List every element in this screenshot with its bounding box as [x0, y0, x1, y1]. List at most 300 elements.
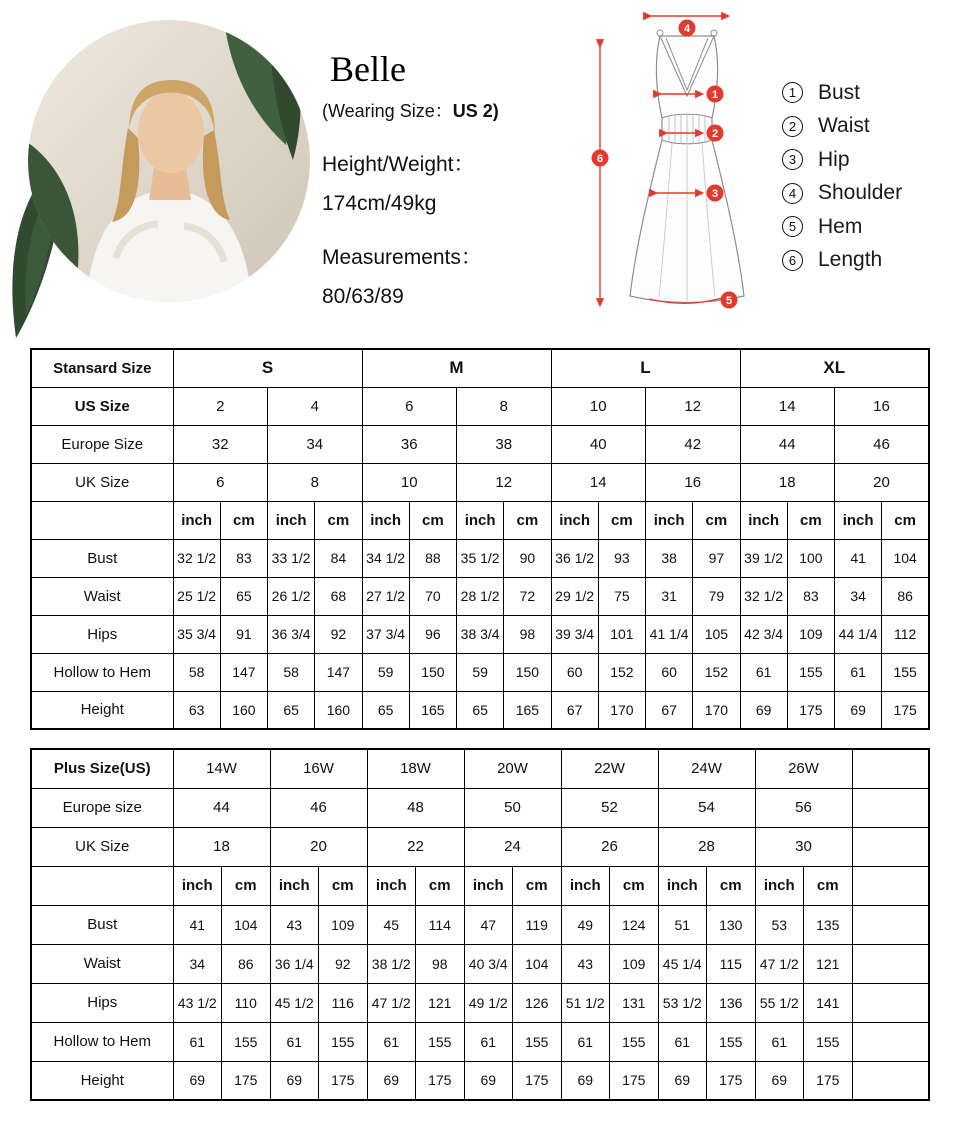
measure-value: 58 — [268, 653, 315, 691]
table-row — [31, 387, 929, 425]
unit-header: cm — [882, 501, 929, 539]
empty-cell — [852, 983, 929, 1022]
measure-value: 175 — [882, 691, 929, 729]
measure-value: 90 — [504, 539, 551, 577]
measure-value: 136 — [707, 983, 756, 1022]
europe-size-value: 34 — [268, 425, 363, 463]
table-row — [31, 905, 929, 944]
unit-header: inch — [268, 501, 315, 539]
empty-cell — [31, 501, 173, 539]
us-size-value: 2 — [173, 387, 268, 425]
legend-number-icon: 5 — [782, 216, 803, 237]
legend-label: Shoulder — [818, 181, 903, 205]
standard-size-table — [30, 348, 930, 730]
svg-text:4: 4 — [683, 23, 691, 35]
table-row — [31, 983, 929, 1022]
uk-size-value: 20 — [835, 463, 930, 501]
measure-value: 96 — [409, 615, 456, 653]
unit-header: cm — [610, 866, 659, 905]
uk-size-value: 14 — [551, 463, 646, 501]
measure-value: 165 — [504, 691, 551, 729]
table-row — [31, 866, 929, 905]
measure-value: 165 — [409, 691, 456, 729]
measure-value: 49 — [561, 905, 610, 944]
uk-size-value: 10 — [362, 463, 457, 501]
measure-value: 69 — [755, 1061, 804, 1100]
us-size-value: 10 — [551, 387, 646, 425]
svg-text:1: 1 — [711, 89, 719, 101]
measure-value: 69 — [835, 691, 882, 729]
measure-value: 69 — [270, 1061, 319, 1100]
uk-size-value: 30 — [755, 827, 852, 866]
europe-size-value: 40 — [551, 425, 646, 463]
legend-number-icon: 1 — [782, 82, 803, 103]
measure-value: 170 — [598, 691, 645, 729]
row-label: Hips — [31, 615, 173, 653]
measure-value: 69 — [173, 1061, 222, 1100]
measure-value: 25 1/2 — [173, 577, 220, 615]
unit-header: inch — [457, 501, 504, 539]
size-header: 14W — [173, 749, 270, 788]
measure-value: 34 1/2 — [362, 539, 409, 577]
dress-sketch-svg — [574, 6, 759, 311]
unit-header: inch — [740, 501, 787, 539]
europe-size-value: 56 — [755, 788, 852, 827]
europe-size-value: 48 — [367, 788, 464, 827]
measure-value: 36 3/4 — [268, 615, 315, 653]
unit-header: cm — [504, 501, 551, 539]
legend-item-waist — [782, 110, 902, 144]
measure-value: 109 — [319, 905, 368, 944]
measure-value: 69 — [561, 1061, 610, 1100]
unit-header: inch — [173, 866, 222, 905]
measure-value: 38 — [646, 539, 693, 577]
measure-value: 69 — [658, 1061, 707, 1100]
wearing-size — [322, 97, 532, 123]
model-photo — [28, 20, 310, 302]
measure-value: 83 — [787, 577, 834, 615]
marker-hem — [721, 292, 738, 309]
measurements-label: Measurements： — [322, 246, 482, 269]
empty-cell — [852, 905, 929, 944]
marker-bust — [707, 86, 724, 103]
unit-header: cm — [787, 501, 834, 539]
measure-value: 155 — [319, 1022, 368, 1061]
wearing-size-prefix: (Wearing Size： — [322, 101, 453, 121]
measure-value: 91 — [220, 615, 267, 653]
measure-value: 36 1/2 — [551, 539, 598, 577]
measure-value: 88 — [409, 539, 456, 577]
measurement-legend — [782, 76, 902, 277]
table-row — [31, 691, 929, 729]
measure-value: 45 1/2 — [270, 983, 319, 1022]
legend-number-icon: 2 — [782, 116, 803, 137]
measure-value: 160 — [220, 691, 267, 729]
legend-label: Hem — [818, 214, 863, 238]
measure-value: 70 — [409, 577, 456, 615]
measure-value: 155 — [610, 1022, 659, 1061]
measure-value: 61 — [173, 1022, 222, 1061]
measure-value: 101 — [598, 615, 645, 653]
unit-header: inch — [362, 501, 409, 539]
measure-value: 175 — [222, 1061, 271, 1100]
measure-value: 47 1/2 — [367, 983, 416, 1022]
measure-value: 42 3/4 — [740, 615, 787, 653]
measure-value: 36 1/4 — [270, 944, 319, 983]
measure-value: 160 — [315, 691, 362, 729]
measure-value: 43 — [561, 944, 610, 983]
model-photo-image — [28, 20, 310, 302]
row-label: US Size — [31, 387, 173, 425]
empty-cell — [852, 788, 929, 827]
model-info — [322, 48, 532, 309]
dress-diagram — [574, 6, 759, 316]
measure-value: 39 3/4 — [551, 615, 598, 653]
table-row — [31, 749, 929, 788]
measure-value: 35 3/4 — [173, 615, 220, 653]
uk-size-value: 24 — [464, 827, 561, 866]
unit-header: inch — [464, 866, 513, 905]
europe-size-value: 44 — [740, 425, 835, 463]
measure-value: 28 1/2 — [457, 577, 504, 615]
measure-value: 130 — [707, 905, 756, 944]
marker-waist — [707, 125, 724, 142]
uk-size-value: 22 — [367, 827, 464, 866]
measure-value: 37 3/4 — [362, 615, 409, 653]
measure-value: 51 — [658, 905, 707, 944]
unit-header: inch — [658, 866, 707, 905]
measure-value: 61 — [740, 653, 787, 691]
legend-item-shoulder — [782, 177, 902, 211]
measure-value: 45 1/4 — [658, 944, 707, 983]
europe-size-value: 44 — [173, 788, 270, 827]
model-info-section — [0, 0, 960, 344]
europe-size-value: 38 — [457, 425, 552, 463]
unit-header: inch — [755, 866, 804, 905]
svg-text:2: 2 — [711, 128, 719, 140]
measure-value: 155 — [513, 1022, 562, 1061]
unit-header: inch — [561, 866, 610, 905]
height-weight-value: 174cm/49kg — [322, 192, 437, 215]
measure-value: 155 — [787, 653, 834, 691]
measure-value: 116 — [319, 983, 368, 1022]
europe-size-value: 50 — [464, 788, 561, 827]
measure-value: 61 — [561, 1022, 610, 1061]
table-row — [31, 653, 929, 691]
uk-size-value: 28 — [658, 827, 755, 866]
row-label: Waist — [31, 577, 173, 615]
size-header: 20W — [464, 749, 561, 788]
measure-value: 98 — [416, 944, 465, 983]
measure-value: 155 — [707, 1022, 756, 1061]
measure-value: 115 — [707, 944, 756, 983]
row-label: Height — [31, 1061, 173, 1100]
measure-value: 104 — [882, 539, 929, 577]
measure-value: 114 — [416, 905, 465, 944]
uk-size-value: 6 — [173, 463, 268, 501]
marker-length — [592, 150, 609, 167]
legend-number-icon: 3 — [782, 149, 803, 170]
unit-header: cm — [707, 866, 756, 905]
legend-label: Length — [818, 248, 883, 272]
measure-value: 112 — [882, 615, 929, 653]
table-row — [31, 425, 929, 463]
row-label: Bust — [31, 905, 173, 944]
unit-header: inch — [367, 866, 416, 905]
measure-value: 60 — [646, 653, 693, 691]
measure-value: 155 — [222, 1022, 271, 1061]
unit-header: inch — [551, 501, 598, 539]
measure-value: 33 1/2 — [268, 539, 315, 577]
size-header: 26W — [755, 749, 852, 788]
size-header: 22W — [561, 749, 658, 788]
measure-value: 175 — [416, 1061, 465, 1100]
table-row — [31, 539, 929, 577]
measure-value: 55 1/2 — [755, 983, 804, 1022]
legend-label: Hip — [818, 147, 850, 171]
measure-value: 72 — [504, 577, 551, 615]
measure-value: 92 — [319, 944, 368, 983]
measure-value: 61 — [658, 1022, 707, 1061]
europe-size-value: 52 — [561, 788, 658, 827]
table-row — [31, 501, 929, 539]
table-row — [31, 827, 929, 866]
row-label: Hollow to Hem — [31, 1022, 173, 1061]
uk-size-value: 26 — [561, 827, 658, 866]
row-label: Hips — [31, 983, 173, 1022]
measure-value: 43 1/2 — [173, 983, 222, 1022]
measure-value: 67 — [646, 691, 693, 729]
measure-value: 51 1/2 — [561, 983, 610, 1022]
unit-header: cm — [315, 501, 362, 539]
measure-value: 141 — [804, 983, 853, 1022]
measure-value: 45 — [367, 905, 416, 944]
marker-hip — [707, 185, 724, 202]
measure-value: 61 — [464, 1022, 513, 1061]
measure-value: 41 — [173, 905, 222, 944]
unit-header: cm — [409, 501, 456, 539]
measure-value: 109 — [787, 615, 834, 653]
measure-value: 34 — [173, 944, 222, 983]
row-label: UK Size — [31, 827, 173, 866]
empty-cell — [852, 827, 929, 866]
measure-value: 40 3/4 — [464, 944, 513, 983]
empty-cell — [852, 944, 929, 983]
legend-item-length — [782, 244, 902, 278]
measure-value: 150 — [504, 653, 551, 691]
height-weight-label: Height/Weight： — [322, 153, 475, 176]
measure-value: 155 — [804, 1022, 853, 1061]
measure-value: 65 — [362, 691, 409, 729]
uk-size-value: 20 — [270, 827, 367, 866]
row-label: Europe Size — [31, 425, 173, 463]
empty-cell — [852, 749, 929, 788]
uk-size-value: 18 — [740, 463, 835, 501]
svg-text:5: 5 — [725, 295, 733, 307]
legend-number-icon: 6 — [782, 250, 803, 271]
measure-value: 75 — [598, 577, 645, 615]
row-label: Bust — [31, 539, 173, 577]
measure-value: 29 1/2 — [551, 577, 598, 615]
us-size-value: 4 — [268, 387, 363, 425]
svg-text:3: 3 — [711, 188, 719, 200]
us-size-value: 14 — [740, 387, 835, 425]
size-header: S — [173, 349, 362, 387]
europe-size-value: 46 — [270, 788, 367, 827]
measure-value: 53 — [755, 905, 804, 944]
measure-value: 65 — [457, 691, 504, 729]
measure-value: 65 — [268, 691, 315, 729]
measure-value: 92 — [315, 615, 362, 653]
europe-size-value: 36 — [362, 425, 457, 463]
europe-size-value: 32 — [173, 425, 268, 463]
measure-value: 105 — [693, 615, 740, 653]
row-label: Hollow to Hem — [31, 653, 173, 691]
measure-value: 135 — [804, 905, 853, 944]
legend-item-hem — [782, 210, 902, 244]
measure-value: 61 — [835, 653, 882, 691]
size-header: XL — [740, 349, 929, 387]
table-row — [31, 1061, 929, 1100]
europe-size-value: 46 — [835, 425, 930, 463]
wearing-size-value: US 2) — [452, 101, 499, 121]
table-row — [31, 349, 929, 387]
measure-value: 147 — [315, 653, 362, 691]
uk-size-value: 16 — [646, 463, 741, 501]
measure-value: 68 — [315, 577, 362, 615]
measure-value: 110 — [222, 983, 271, 1022]
measure-value: 32 1/2 — [740, 577, 787, 615]
legend-label: Waist — [818, 114, 870, 138]
table-row — [31, 788, 929, 827]
empty-cell — [31, 866, 173, 905]
europe-size-value: 54 — [658, 788, 755, 827]
measure-value: 155 — [416, 1022, 465, 1061]
measure-value: 47 — [464, 905, 513, 944]
us-size-value: 6 — [362, 387, 457, 425]
legend-item-bust — [782, 76, 902, 110]
measure-value: 32 1/2 — [173, 539, 220, 577]
unit-header: inch — [173, 501, 220, 539]
measure-value: 150 — [409, 653, 456, 691]
measure-value: 104 — [222, 905, 271, 944]
measure-value: 47 1/2 — [755, 944, 804, 983]
uk-size-value: 18 — [173, 827, 270, 866]
measure-value: 109 — [610, 944, 659, 983]
measure-value: 97 — [693, 539, 740, 577]
measure-value: 61 — [270, 1022, 319, 1061]
measure-value: 175 — [319, 1061, 368, 1100]
measure-value: 126 — [513, 983, 562, 1022]
measure-value: 124 — [610, 905, 659, 944]
measure-value: 59 — [457, 653, 504, 691]
table-row — [31, 577, 929, 615]
row-label: Plus Size(US) — [31, 749, 173, 788]
measure-value: 86 — [222, 944, 271, 983]
row-label: Height — [31, 691, 173, 729]
measure-value: 41 — [835, 539, 882, 577]
legend-item-hip — [782, 143, 902, 177]
table-row — [31, 463, 929, 501]
size-header: M — [362, 349, 551, 387]
measure-value: 27 1/2 — [362, 577, 409, 615]
svg-text:6: 6 — [596, 153, 604, 165]
measure-value: 67 — [551, 691, 598, 729]
measure-value: 86 — [882, 577, 929, 615]
measure-value: 84 — [315, 539, 362, 577]
measure-value: 58 — [173, 653, 220, 691]
measure-value: 61 — [755, 1022, 804, 1061]
measure-value: 41 1/4 — [646, 615, 693, 653]
unit-header: cm — [598, 501, 645, 539]
measure-value: 26 1/2 — [268, 577, 315, 615]
empty-cell — [852, 866, 929, 905]
measure-value: 175 — [787, 691, 834, 729]
legend-number-icon: 4 — [782, 183, 803, 204]
row-label: Stansard Size — [31, 349, 173, 387]
size-header: 16W — [270, 749, 367, 788]
measure-value: 152 — [598, 653, 645, 691]
measure-value: 34 — [835, 577, 882, 615]
table-row — [31, 1022, 929, 1061]
measure-value: 175 — [707, 1061, 756, 1100]
empty-cell — [852, 1061, 929, 1100]
row-label: Waist — [31, 944, 173, 983]
measure-value: 44 1/4 — [835, 615, 882, 653]
plus-size-table — [30, 748, 930, 1101]
unit-header: cm — [222, 866, 271, 905]
measure-value: 38 1/2 — [367, 944, 416, 983]
uk-size-value: 12 — [457, 463, 552, 501]
measure-value: 31 — [646, 577, 693, 615]
measure-value: 49 1/2 — [464, 983, 513, 1022]
measure-value: 175 — [804, 1061, 853, 1100]
measure-value: 175 — [610, 1061, 659, 1100]
unit-header: cm — [220, 501, 267, 539]
measure-value: 65 — [220, 577, 267, 615]
measure-value: 121 — [416, 983, 465, 1022]
measure-value: 98 — [504, 615, 551, 653]
unit-header: cm — [804, 866, 853, 905]
size-header: 24W — [658, 749, 755, 788]
measure-value: 53 1/2 — [658, 983, 707, 1022]
europe-size-value: 42 — [646, 425, 741, 463]
uk-size-value: 8 — [268, 463, 363, 501]
table-row — [31, 944, 929, 983]
measure-value: 43 — [270, 905, 319, 944]
measure-value: 69 — [367, 1061, 416, 1100]
unit-header: cm — [319, 866, 368, 905]
measure-value: 69 — [464, 1061, 513, 1100]
measure-value: 38 3/4 — [457, 615, 504, 653]
unit-header: inch — [835, 501, 882, 539]
measure-value: 93 — [598, 539, 645, 577]
measure-value: 131 — [610, 983, 659, 1022]
size-header: L — [551, 349, 740, 387]
measure-value: 35 1/2 — [457, 539, 504, 577]
measure-value: 170 — [693, 691, 740, 729]
measure-value: 100 — [787, 539, 834, 577]
measure-value: 83 — [220, 539, 267, 577]
measure-value: 104 — [513, 944, 562, 983]
unit-header: cm — [693, 501, 740, 539]
measure-value: 152 — [693, 653, 740, 691]
measure-value: 39 1/2 — [740, 539, 787, 577]
measure-value: 60 — [551, 653, 598, 691]
marker-shoulder — [679, 20, 696, 37]
size-header: 18W — [367, 749, 464, 788]
legend-label: Bust — [818, 80, 861, 104]
